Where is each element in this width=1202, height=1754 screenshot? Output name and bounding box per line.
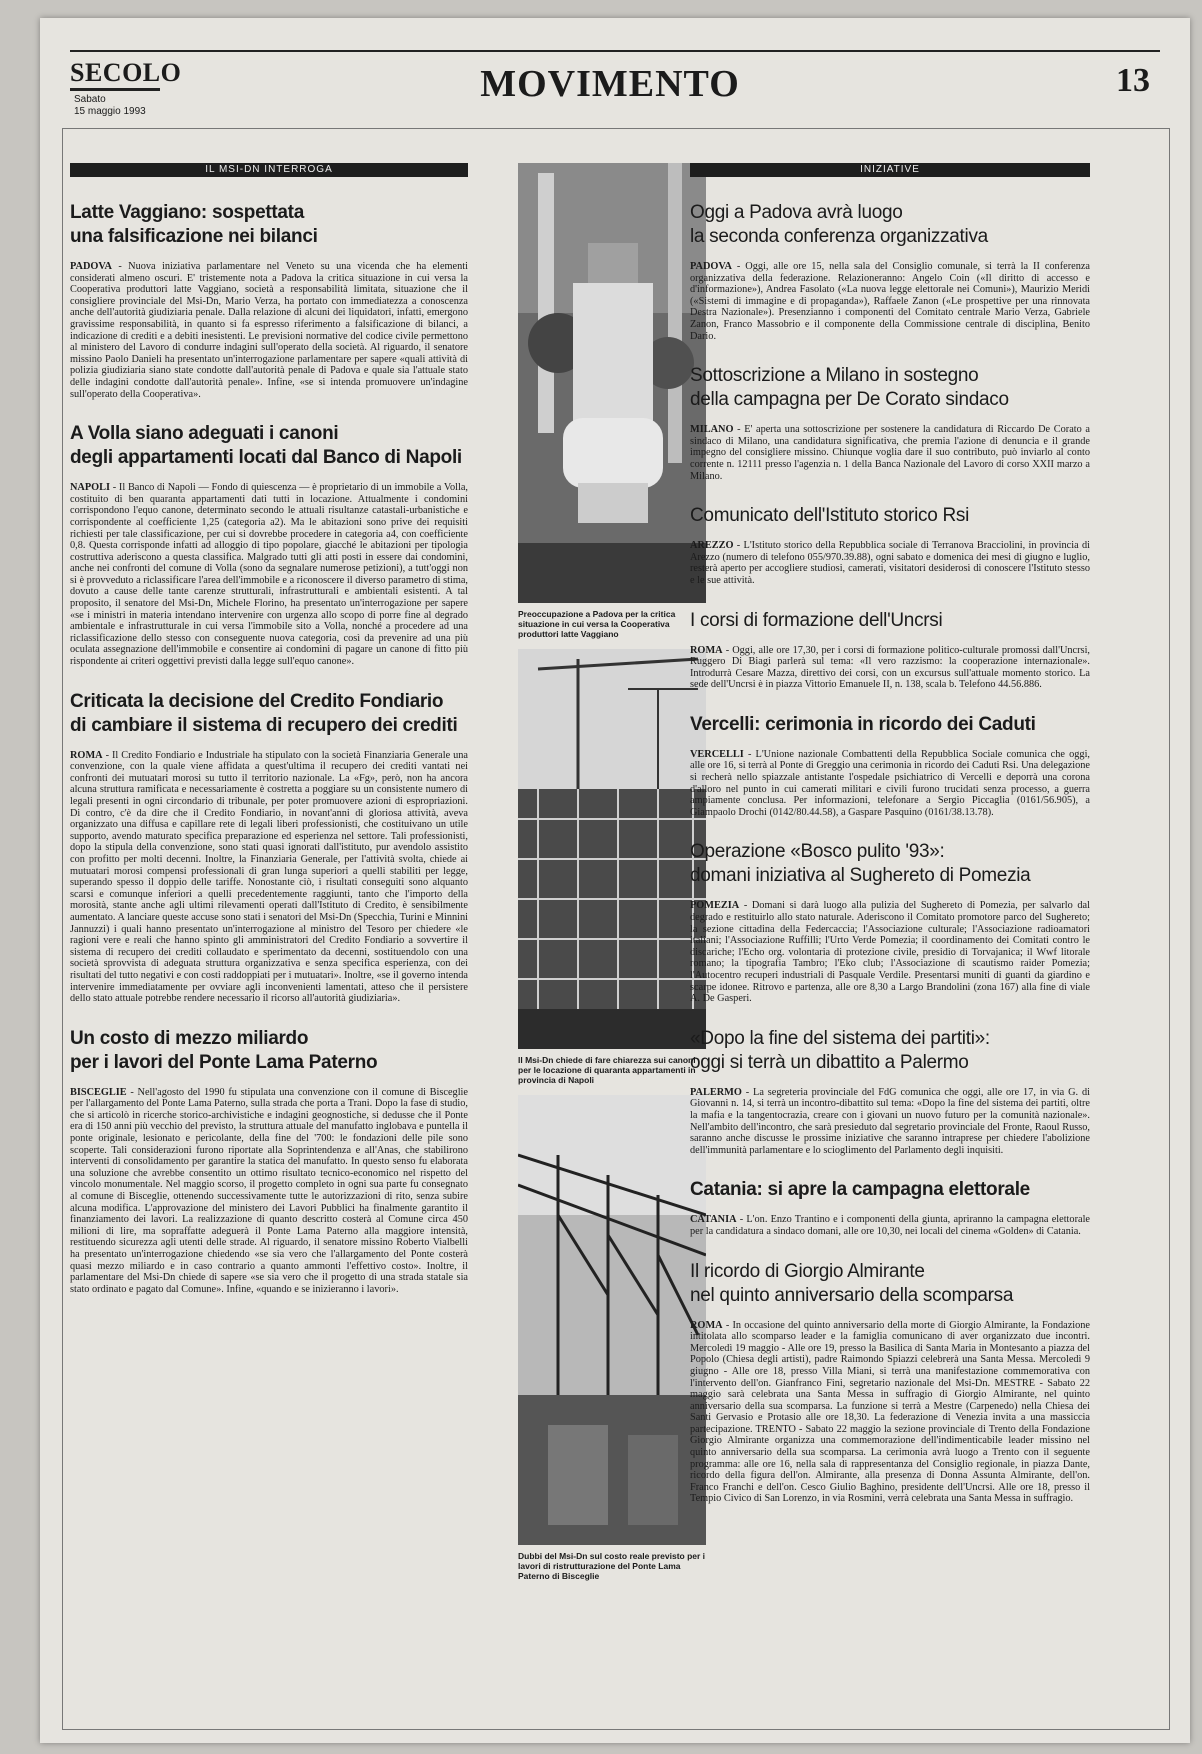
article-headline: Oggi a Padova avrà luogo la seconda conferenza organizzativa bbox=[690, 202, 988, 247]
article-headline: I corsi di formazione dell'Uncrsi bbox=[690, 609, 943, 631]
article bbox=[690, 1260, 1090, 1506]
article bbox=[70, 690, 468, 1005]
masthead bbox=[70, 40, 1160, 117]
photo-caption: Il Msi-Dn chiede di fare chiarezza sui canoni per le locazione di quaranta appartamenti in provincia di Napoli bbox=[518, 1055, 696, 1085]
logo-underline bbox=[70, 88, 160, 91]
article-headline: Un costo di mezzo miliardo per i lavori del Ponte Lama Paterno bbox=[70, 1027, 378, 1073]
photo-construction-site bbox=[518, 649, 706, 1049]
section-band-left: IL MSI-DN INTERROGA bbox=[70, 163, 468, 177]
page-number: 13 bbox=[1116, 62, 1150, 99]
article bbox=[690, 840, 1090, 1004]
article-headline: «Dopo la fine del sistema dei partiti»: oggi si terrà un dibattito a Palermo bbox=[690, 1027, 990, 1073]
article bbox=[690, 364, 1090, 482]
article-headline: Sottoscrizione a Milano in sostegno della campagna per De Corato sindaco bbox=[690, 365, 1009, 411]
article-body: PALERMO - La segreteria provinciale del FdG comunica che oggi, alle ore 17, in via G. di Giovanni n. 14, si terrà un incontro-dibattito sul tema: «Dopo la fine del sistema dei partiti, oltre la mafia e la tangentocrazia, creare con i giovani un nuovo futuro per la comunità nazionale». Nell'ambito dell'incontro, che sarà presieduto dal segretario provinciale del Fronte, Raoul Russo, saranno anche discusse le prossime iniziative che saranno intraprese per chiedere l'abolizione dell'immunità parlamentare e lo scioglimento del Parlamento degli inquisiti. bbox=[690, 1086, 1090, 1156]
article-body: PADOVA - Oggi, alle ore 15, nella sala del Consiglio comunale, si terrà la II conferenza organizzativa della federazione. Relazioneranno: Angelo Coin («Il diritto di accesso e d'informazione»), Andrea Fasolato («La nuova legge elettorale nei Comuni»), Maurizio Meridi («Sistemi di immagine e di propaganda»), Raffaele Zanon («Le prospettive per una rinnovata Destra Nazionale»). Presenzianno i componenti del Comitato centrale Mario Verza, Gabriele Zanon, Franco Massobrio e il componente della Commissione centrale di disciplina, Benito Dario. bbox=[690, 261, 1090, 342]
section-title: MOVIMENTO bbox=[480, 63, 740, 105]
article-headline: Il ricordo di Giorgio Almirante nel quinto anniversario della scomparsa bbox=[690, 1260, 1014, 1306]
article-body: POMEZIA - Domani si darà luogo alla pulizia del Sughereto di Pomezia, per salvarlo dal degrado e restituirlo allo stato naturale. Aderiscono il Comitato promotore parco del Sughereto; la sezione cittadina della Federcaccia; l'Associazione culturale; l'Associazione radioamatori italiani; l'Associazione Ruffilli; l'Urto Verde Pomezia; il coordinamento dei Comitati contro le discariche; l'Echo org. volontaria di protezione civile, presidio di Torvajanica; il Wwf litorale romano; la tipografia Tambro; l'Eko club; l'Associazione di scautismo raider Pomezia; l'Autocentro recuperi industriali di Pasquale Verdile. Presentarsi muniti di guanti da giardino e scarpe idonee. Ritrovo e partenza, alle ore 8,30 a Largo Brandolini (zona 167) alla fine di viale A. De Gasperi. bbox=[690, 900, 1090, 1005]
article bbox=[690, 201, 1090, 342]
article-headline: A Volla siano adeguati i canoni degli appartamenti locati dal Banco di Napoli bbox=[70, 423, 462, 469]
article-body: NAPOLI - Il Banco di Napoli — Fondo di quiescenza — è proprietario di un immobile a Volla, costituito di ben quaranta appartamenti dati tutti in locazione. Attualmente i condomini corrispondono l'equo canone, determinato secondo le attuali risultanze catastali-urbanistiche e corrispondente al coefficiente 1,25 (categoria a2). Ma le abitazioni sono prive dei requisiti richiesti per tale classificazione, per cui si dovrebbe procedere in categoria a4, con coefficiente 0,8. Questa corrisponde infatti ad alloggio di tipo popolare, giacché le abitazioni per tipologia costruttiva aderiscono a questa classifica. Malgrado tutti gli atti posti in essere dai condomini, anche nei confronti del comune di Volla (sono da segnalare numerose petizioni), a tutt'oggi non si è provveduto a riclassificare l'area dell'immobile e a riconoscere il diverso parametro di stima, dovuto a cause delle tante carenze strutturali, infrastrutturali e ambientali esistenti. A tal proposito, il senatore del Msi-Dn, Michele Florino, ha presentato un'interrogazione per sapere «se i ministri in materia intendano intervenire con urgenza allo scopo di porre fine al degrado ambientale e infrastrutturale in cui versa l'immobile sito a Volla, nonché a procedere ad una riclassificazione dello stesso con conseguente nuova categoria, così da prevenire ad una più oculata assegnazione dell'immobile e consentire ai condomini di pagare un canone di fitto più rispondente ai criteri oggettivi previsti dalla legge sull'equo canone». bbox=[70, 482, 468, 668]
issue-date: 15 maggio 1993 bbox=[74, 106, 146, 117]
article-headline: Latte Vaggiano: sospettata una falsificazione nei bilanci bbox=[70, 202, 318, 247]
photo-bridge-works bbox=[518, 1095, 706, 1545]
article bbox=[70, 201, 468, 400]
photo-column bbox=[518, 163, 706, 1591]
article-body: PADOVA - Nuova iniziativa parlamentare nel Veneto su una vicenda che ha elementi considerati almeno oscuri. E' tristemente nota a Padova la critica situazione in cui versa la Cooperativa produttori latte Vaggiano, società a responsabilità limitata, situazione che il consigliere provinciale del Msi-Dn, Mario Verza, ha portato con immediatezza a conoscenza anche dell'autorità giudiziaria penale. Dalla relazione di alcuni dei liquidatori, infatti, emergono gravissime responsabilità, in quanto si fa espresso riferimento a falsificazione di bilanci, a indicazione di crediti e a debiti inesistenti. Le previsioni normative del codice civile permettono al ministero del Lavoro di condurre indagini sull'operato della società. Al riguardo, il senatore missino Paolo Danieli ha presentato un'interrogazione parlamentare per sapere «quali attività di polizia giudiziaria siano state condotte dall'autorità penale di Padova e quale sia l'attuale stato delle indagini condotte dall'autorità penale». Infine, «se si intenda promuovere un'indagine sull'operato della Cooperativa». bbox=[70, 261, 468, 400]
article-body: CATANIA - L'on. Enzo Trantino e i componenti della giunta, apriranno la campagna elettorale per la candidatura a sindaco domani, alle ore 10,30, nei locali del cinema «Golden» di Catania. bbox=[690, 1214, 1090, 1237]
article-body: MILANO - E' aperta una sottoscrizione per sostenere la candidatura di Riccardo De Corato a sindaco di Milano, una candidatura significativa, che premia l'azione di denuncia e il grande impegno del consigliere missino. Chiunque voglia dare il suo contributo, può inviarlo al conto corrente n. 12111 presso l'agenzia n. 1 della Banca Nazionale del Lavoro di corso XXII marzo a Milano. bbox=[690, 424, 1090, 482]
article-headline: Operazione «Bosco pulito '93»: domani iniziativa al Sughereto di Pomezia bbox=[690, 841, 1031, 887]
issue-day: Sabato bbox=[74, 94, 106, 105]
article-body: ROMA - Il Credito Fondiario e Industriale ha stipulato con la società Finanziaria Generale una convenzione, con la quale viene affidata a quest'ultima il recupero dei crediti vantati nei confronti dei mutuatari morosi su tutto il territorio nazionale. La «Fg», però, non ha ancora alcuna struttura ramificata e necessariamente è costretta a poggiare su un consistente numero di legali presenti in ogni circondario di tribunale, per poter promuovere azioni di espropriazioni. Di contro, c'è da dire che il Credito Fondiario, in novant'anni di gloriosa attività, aveva organizzato una diffusa e capillare rete di legali liberi professionisti, che costituivano un utile supporto, avendo maturato specifica preparazione ed esperienza nel settore. Tali professionisti, dopo la stipula della convenzione, sono stati quasi ignorati dall'istituto, pur avendolo assistito con profitto per molti decenni. Inoltre, la Finanziaria Generale, per l'attività svolta, chiede ai mutuatari morosi compensi professionali di gran lunga superiori a quelli stabiliti per legge, superando spesso il doppio delle tariffe. Nonostante ciò, i risultati conseguiti sono alquanto scarsi e comunque inferiori a quelli precedentemente raggiunti, tanto che l'importo della morosità, stante anche agli ultimi rilevamenti operati dall'Istituto di Credito, è sensibilmente aumentato. A lanciare queste accuse sono stati i senatori del Msi-Dn (Specchia, Turini e Minnini Jannuzzi) i quali hanno presentato un'interrogazione al ministro del Tesoro per chiedere «le ragioni vere e reali che hanno spinto gli amministratori del Credito Fondiario a sovvertire il sistema di recupero dei crediti collaudato e sperimentato da decenni, sostituendolo con una società sprovvista di adeguata struttura organizzativa e senza specifica esperienza, con dei risultati del tutto negativi e con costi raddoppiati per i mutuatari». Inoltre, «se il governo intenda intervenire immediatamente per ovviare agli inconvenienti lamentati, atteso che il persistere dello stato attuale potrebbe rendere necessario il ricorso all'autorità giudiziaria». bbox=[70, 749, 468, 1005]
article bbox=[70, 1027, 468, 1296]
article-headline: Catania: si apre la campagna elettorale bbox=[690, 1179, 1030, 1201]
article-headline: Comunicato dell'Istituto storico Rsi bbox=[690, 505, 969, 527]
article bbox=[690, 1178, 1090, 1237]
photo-caption: Preoccupazione a Padova per la critica situazione in cui versa la Cooperativa produttori latte Vaggiano bbox=[518, 609, 676, 639]
article-body: BISCEGLIE - Nell'agosto del 1990 fu stipulata una convenzione con il comune di Bisceglie per l'allargamento del Ponte Lama Paterno, sulla strada che porta a Trani. Dopo la fase di studio, che si articolò in ricerche storico-archivistiche e indagini geognostiche, si dedusse che il Ponte era di 150 anni più vecchio del previsto, la struttura attuale del manufatto inglobava e puntella il ponte originale, lesionato e pericolante, della fine del '700: le fondazioni delle pile sono scoperte. Tali considerazioni furono riportate alla Soprintendenza e all'Anas, che stabilirono interventi di consolidamento per garantire la statica del manufatto. In questo senso fu elaborata una soluzione che avrebbe consentito un ottimo risultato tecnico-economico nel rispetto del vincolo monumentale. Nel maggio scorso, il progetto completo in ogni sua parte fu consegnato al comune di Bisceglie, ottenendo successivamente tutte le autorizzazioni di rito, senza subire alcuna modifica. L'approvazione del ministero dei Lavori Pubblici ha finalmente garantito il finanziamento dei lavori. La realizzazione di quanto descritto costerà al Comune circa 450 milioni di lire, ma sopraffatte adeguerà il Ponte Lama Paterno alla maggiore intensità, restituendo sicurezza agli utenti delle strade. Al riguardo, il senatore missino Roberto Vialbelli ha presentato un'interrogazione chiedendo «se sia vero che l'allargamento del Ponte costerà quasi mezzo miliardo e in caso contrario a quanto ammonti l'effettivo costo». Inoltre, il parlamentare del Msi-Dn chiede di sapere «se sia vero che il progetto di una strada statale sia stato ordinato e pagato dal Comune». Infine, «quando e se inizieranno i lavori». bbox=[70, 1086, 468, 1295]
photo-caption: Dubbi del Msi-Dn sul costo reale previsto per i lavori di ristrutturazione del Ponte Lama Paterno di Bisceglie bbox=[518, 1551, 706, 1581]
article bbox=[690, 609, 1090, 691]
newspaper-page bbox=[40, 18, 1190, 1743]
article-headline: Vercelli: cerimonia in ricordo dei Caduti bbox=[690, 713, 1036, 735]
top-rule bbox=[70, 50, 1160, 52]
article bbox=[690, 1027, 1090, 1157]
article bbox=[70, 422, 468, 668]
article bbox=[690, 713, 1090, 819]
photo-dairy-plant bbox=[518, 163, 706, 603]
article-body: ROMA - Oggi, alle ore 17,30, per i corsi di formazione politico-culturale promossi dall'Uncrsi, Ruggero Di Biagi parlerà sul tema: «Il vero razzismo: la cooperazione internazionale». Introdurrà Cesare Mazza, direttivo dei corsi, con un excursus sull'attuale momento storico. La sede dell'Uncrsi è in piazza Vittorio Emanuele II, n. 138, scala b. Telefono 44.56.886. bbox=[690, 644, 1090, 691]
article bbox=[690, 504, 1090, 586]
article-body: AREZZO - L'Istituto storico della Repubblica sociale di Terranova Bracciolini, in provincia di Arezzo (numero di telefono 055/970.39.88), ogni sabato e domenica dei mesi di giugno e luglio, resterà aperto per accogliere studiosi, camerati, visitatori desiderosi di conoscere l'Istituto stesso e le sue attività. bbox=[690, 540, 1090, 586]
left-column bbox=[70, 163, 468, 1317]
article-body: VERCELLI - L'Unione nazionale Combattenti della Repubblica Sociale comunica che oggi, alle ore 16, si terrà al Ponte di Greggio una cerimonia in ricordo dei Caduti Rsi. Una delegazione si recherà nello spiazzale antistante l'ospedale psichiatrico di Vercelli e deporrà una corona d'alloro nel punto in cui camerati militari e civili furono trucidati senza processo, a guerra ampiamente conclusa. Per informazioni, telefonare a Sergio Piccaglia (0161/56.905), a Giampaolo Drochi (0142/80.44.58), a Gaspare Pasquino (0161/38.13.78). bbox=[690, 748, 1090, 818]
article-headline: Criticata la decisione del Credito Fondiario di cambiare il sistema di recupero dei crediti bbox=[70, 690, 458, 736]
article-body: ROMA - In occasione del quinto anniversario della morte di Giorgio Almirante, la Fondazione intitolata allo scomparso leader e la famiglia comunicano di aver organizzato due incontri. Mercoledì 19 maggio - Alle ore 19, presso la Basilica di Santa Maria in Montesanto a piazza del Popolo (Chiesa degli artisti), padre Raimondo Spiazzi celebrerà una Santa Messa. Mercoledì 9 giugno - Alle ore 18, presso Villa Miani, si terrà una manifestazione commemorativa con l'intervento dell'on. Gianfranco Fini, segretario nazionale del Msi-Dn. MESTRE - Sabato 22 maggio sarà celebrata una Santa Messa in suffragio di Giorgio Almirante, nel quinto anniversario della sua scomparsa. La funzione si terrà a Mestre (Carpenedo) nella Chiesa dei Santi Gervasio e Protasio alle ore 18,30. La federazione di Venezia invita a una massiccia partecipazione. TRENTO - Sabato 22 maggio la sezione provinciale di Trento della Fondazione Giorgio Almirante organizza una commemorazione dell'indimenticabile leader missino nel quinto anniversario della sua scomparsa. La cerimonia avrà luogo a Trento con il seguente programma: alle ore 16, nella sala di rappresentanza del Consiglio regionale, in piazza Dante, ricordo della figura dell'on. Almirante, alla presenza di Donna Assunta Almirante, dell'on. Franco Franchi e dell'on. Cesco Giulio Baghino, presidente dell'Uncrsi. Alle ore 18, presso il Tempio Civico di San Lorenzo, in via Rosmini, verrà celebrata una Santa Messa in suffragio. bbox=[690, 1319, 1090, 1505]
right-column bbox=[690, 163, 1090, 1527]
newspaper-logo: SECOLO bbox=[70, 58, 182, 87]
section-band-right: INIZIATIVE bbox=[690, 163, 1090, 177]
